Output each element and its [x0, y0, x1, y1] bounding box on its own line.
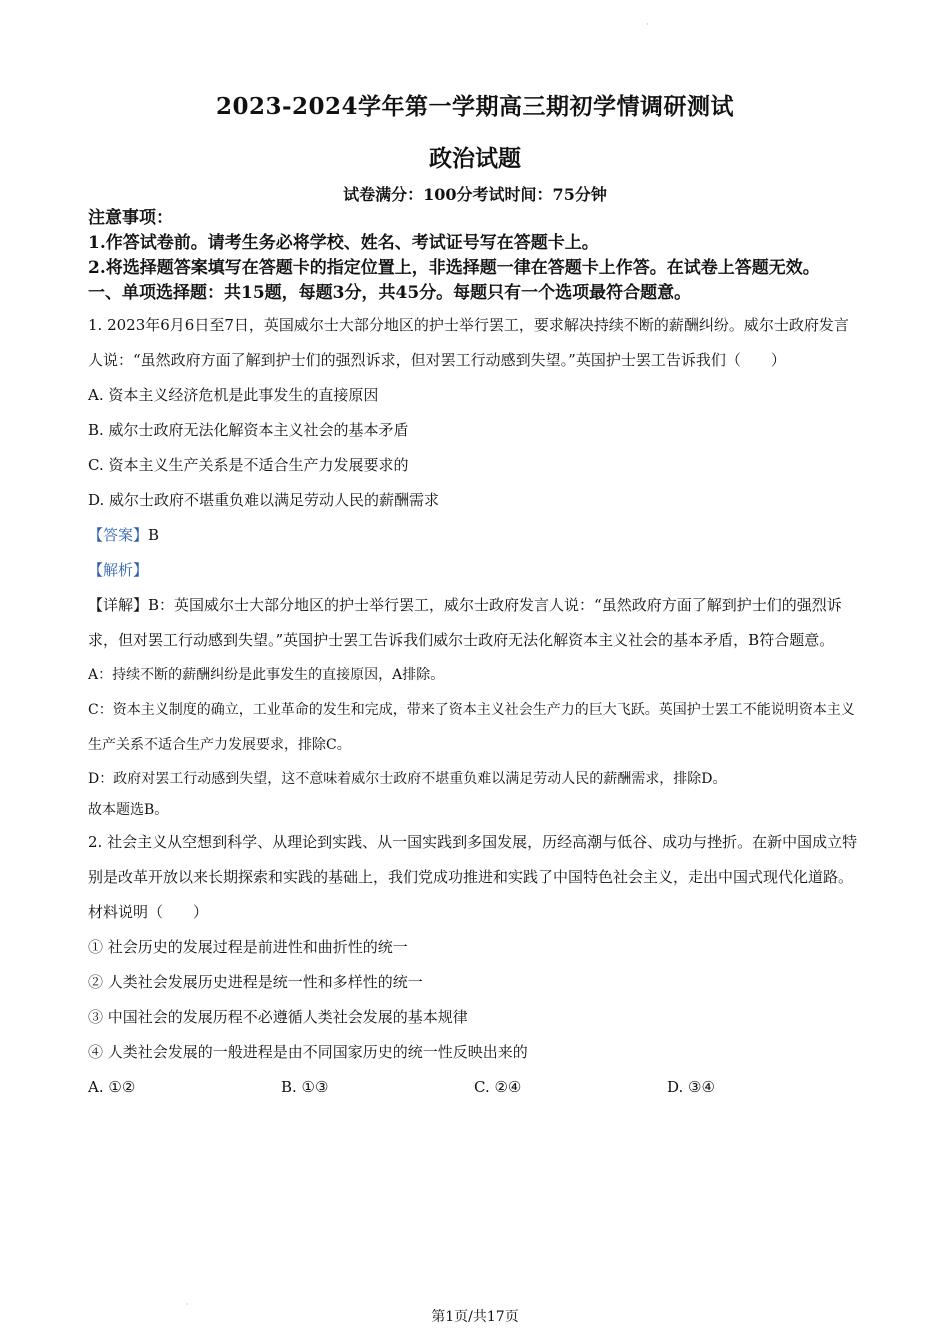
- notice-heading: 注意事项：: [88, 208, 173, 228]
- notice-item-1: 1.作答试卷前。请考生务必将学校、姓名、考试证号写在答题卡上。: [88, 233, 599, 253]
- exam-title: 2023-2024学年第一学期高三期初学情调研测试: [215, 93, 735, 120]
- answer-tag: 【答案】: [88, 526, 149, 544]
- question-1-stem: 1. 2023年6月6日至7日，英国威尔士大部分地区的护士举行罢工，要求解决持续不断的薪酬纠纷。威尔士政府发言人说：“虽然政府方面了解到护士们的强烈诉求，但对罢工行动感到失望。”英国护士罢工告诉我们（ ）: [88, 316, 849, 369]
- question-2-stem: 2. 社会主义从空想到科学、从理论到实践、从一国实践到多国发展，历经高潮与低谷、成功与挫折。在新中国成立特别是改革开放以来长期探索和实践的基础上，我们党成功推进和实践了中国特色社会主义，走出中国式现代化道路。材料说明（ ）: [88, 833, 858, 921]
- notice-item-2: 2.将选择题答案填写在答题卡的指定位置上，非选择题一律在答题卡上作答。在试卷上答题无效。: [88, 258, 820, 278]
- exam-info: 试卷满分：100分考试时间：75分钟: [343, 185, 607, 204]
- question-1-option-b: B. 威尔士政府无法化解资本主义社会的基本矛盾: [88, 421, 409, 439]
- question-2-option-d: D. ③④: [667, 1078, 715, 1096]
- question-2-item-4: ④ 人类社会发展的一般进程是由不同国家历史的统一性反映出来的: [88, 1043, 528, 1061]
- question-2-item-3: ③ 中国社会的发展历程不必遵循人类社会发展的基本规律: [88, 1008, 468, 1026]
- question-2-options: [88, 1070, 860, 1105]
- page-number: 第1页/共17页: [431, 1309, 519, 1325]
- question-2-option-a: A. ①②: [88, 1078, 136, 1096]
- option-a-note: A：持续不断的薪酬纠纷是此事发生的直接原因，A排除。: [88, 667, 445, 683]
- conclusion: 故本题选B。: [88, 802, 169, 818]
- question-1-option-a: A. 资本主义经济危机是此事发生的直接原因: [88, 386, 379, 404]
- question-2-option-b: B. ①③: [281, 1078, 329, 1096]
- section-heading: 一、单项选择题：共15题，每题3分，共45分。每题只有一个选项最符合题意。: [88, 283, 692, 303]
- question-1-option-d: D. 威尔士政府不堪重负难以满足劳动人民的薪酬需求: [88, 491, 440, 509]
- question-1-option-c: C. 资本主义生产关系是不适合生产力发展要求的: [88, 456, 409, 474]
- answer-value: B: [148, 526, 160, 544]
- document-body: [88, 206, 860, 1105]
- question-2-item-2: ② 人类社会发展历史进程是统一性和多样性的统一: [88, 973, 423, 991]
- analysis-tag: 【解析】: [88, 561, 149, 579]
- option-c-note: C：资本主义制度的确立，工业革命的发生和完成，带来了资本主义社会生产力的巨大飞跃。英国护士罢工不能说明资本主义生产关系不适合生产力发展要求，排除C。: [88, 702, 855, 753]
- answer-line: [88, 518, 860, 553]
- scan-dot: ·: [186, 1300, 189, 1309]
- question-2-item-1: ① 社会历史的发展过程是前进性和曲折性的统一: [88, 938, 408, 956]
- scan-dot: ·: [646, 20, 649, 29]
- detail-explanation: 【详解】B：英国威尔士大部分地区的护士举行罢工，威尔士政府发言人说：“虽然政府方面了解到护士们的强烈诉求，但对罢工行动感到失望。”英国护士罢工告诉我们威尔士政府无法化解资本主义社会的基本矛盾，B符合题意。: [88, 596, 842, 649]
- option-d-note: D：政府对罢工行动感到失望，这不意味着威尔士政府不堪重负难以满足劳动人民的薪酬需求，排除D。: [88, 771, 727, 787]
- subject-title: 政治试题: [429, 145, 521, 172]
- question-2-option-c: C. ②④: [474, 1078, 522, 1096]
